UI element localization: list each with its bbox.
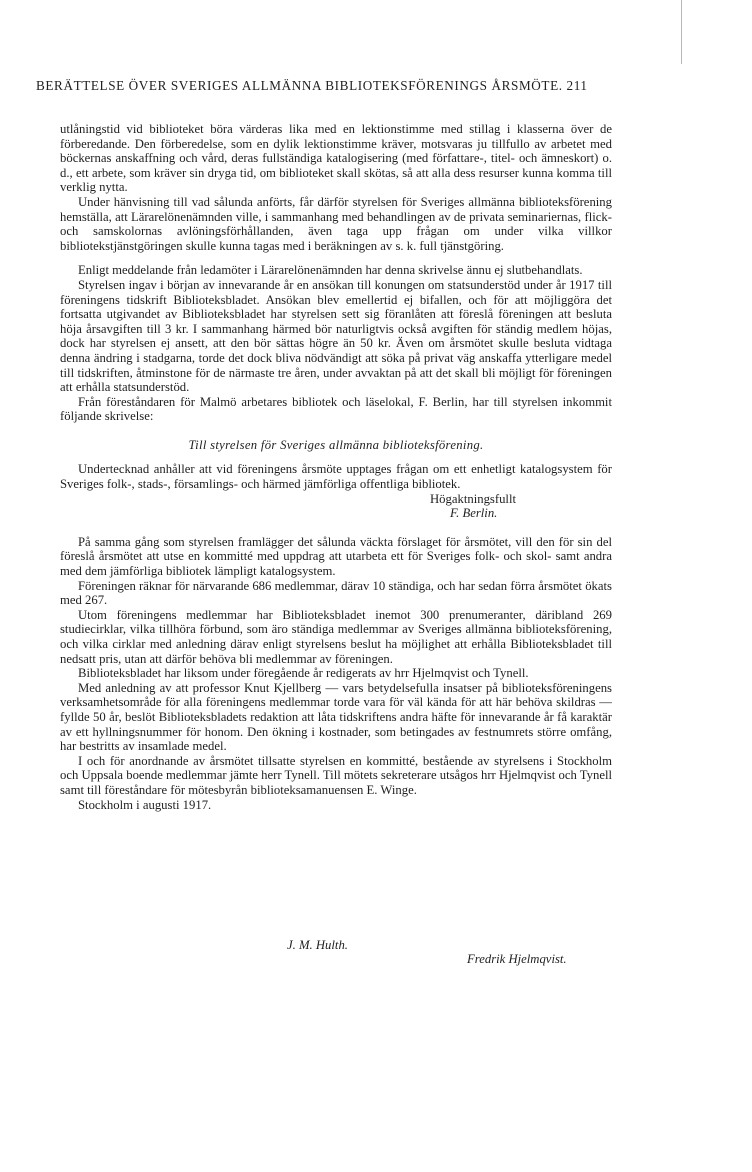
letter-signature: F. Berlin. [450, 506, 498, 521]
signature-hjelmqvist: Fredrik Hjelmqvist. [467, 952, 567, 966]
signature-hulth: J. M. Hulth. [287, 938, 348, 952]
paragraph: Föreningen räknar för närvarande 686 medlemmar, därav 10 ständiga, och har sedan förra årsmötet ökats med 267. [60, 578, 612, 608]
paragraph: Utom föreningens medlemmar har Biblioteksbladet inemot 300 prenumeranter, däribland 269 studiecirklar, vilka tillhöra förbund, som äro ständiga medlemmar av Sveriges allmänna biblioteksförening, och vilka cirklar med anledning därav enligt styrelsens beslut ha möjlighet att erhålla Biblioteksbladet till nedsatt pris, utan att därför behöva bli medlemmar av föreningen. [60, 607, 612, 666]
letter-closing: Högaktningsfullt [430, 491, 516, 506]
letter-title: Till styrelsen för Sveriges allmänna biblioteksförening. [188, 437, 484, 452]
page-number: 211 [566, 78, 588, 93]
letter-body: Undertecknad anhåller att vid föreningens årsmöte upptages frågan om ett enhetligt katalogsystem för Sveriges folk-, stads-, församlings- och härmed jämförliga offentliga bibliotek. [60, 462, 612, 492]
paragraph: utlåningstid vid biblioteket böra värderas lika med en lektionstimme med stillag i klasserna över de förberedande. Den förberedelse, som en dylik lektionstimme kräver, motsvaras ju tillfullo av arbetet med böckernas anskaffning och vård, deras fullständiga katalogisering (med författare-, titel- och ämneskort) o. d., ett arbete, som kräver sin dryga tid, om biblioteket skall skötas, så att alla dess resurser kunna komma till verklig nytta. [60, 122, 612, 195]
paragraph: Enligt meddelande från ledamöter i Lärarelönenämnden har denna skrivelse ännu ej slutbehandlats. [78, 263, 583, 278]
running-header [36, 78, 616, 94]
paragraph: På samma gång som styrelsen framlägger det sålunda väckta förslaget för årsmötet, vill den för sin del föreslå årsmötet att utse en kommitté med uppdrag att utarbeta ett för Sveriges folk- och skol- samt andra med dem jämförliga bibliotek lämpligt katalogsystem. [60, 534, 612, 579]
paragraph: I och för anordnande av årsmötet tillsatte styrelsen en kommitté, bestående av styrelsens i Stockholm och Uppsala boende medlemmar jämte herr Tynell. Till mötets sekreterare utsågos hrr Hjelmqvist och Tynell samt till föreståndare för mötesbyrån biblioteksamanuensen E. Winge. [60, 753, 612, 797]
running-title: BERÄTTELSE ÖVER SVERIGES ALLMÄNNA BIBLIOTEKSFÖRENINGS ÅRSMÖTE. [36, 78, 563, 93]
date-line: Stockholm i augusti 1917. [78, 797, 212, 812]
paragraph: Biblioteksbladet har liksom under föregående år redigerats av hrr Hjelmqvist och Tynell. [78, 666, 529, 681]
paragraph: Från föreståndaren för Malmö arbetares bibliotek och läselokal, F. Berlin, har till styrelsen inkommit följande skrivelse: [60, 394, 612, 424]
paragraph: Under hänvisning till vad sålunda anförts, får därför styrelsen för Sveriges allmänna biblioteksförening hemställa, att Lärarelönenämnden ville, i sammanhang med behandlingen av de privata seminariernas, flick- och samskolornas avlöningsförhållanden, även taga upp frågan om under vilka villkor bibliotekstjänstgöringen skulle kunna tagas med i beräkningen av s. k. full tjänstgöring. [60, 194, 612, 253]
body-text [60, 122, 612, 812]
paragraph: Styrelsen ingav i början av innevarande år en ansökan till konungen om statsunderstöd under år 1917 till föreningens tidskrift Biblioteksbladet. Ansökan blev emellertid ej bifallen, och för att möjliggöra det fortsatta utgivandet av Biblioteksbladet har styrelsen sett sig föranlåten att föreslå föreningen att besluta höja årsavgiften till 3 kr. I sammanhang härmed bör naturligtvis också avgiften för ständig medlem höjas, dock har styrelsen ej ansett, att den bör sättas högre än 50 kr. Även om årsmötet skulle besluta vidtaga denna ändring i stadgarna, torde det dock bliva nödvändigt att söka på privat väg anskaffa ytterligare medel till tidskriften, åtminstone för de närmaste tre åren, under avvaktan på att det skall bli möjligt för föreningen att erhålla statsunderstöd. [60, 277, 612, 395]
paragraph: Med anledning av att professor Knut Kjellberg — vars betydelsefulla insatser på biblioteksföreningens verksamhetsområde för alla föreningens medlemmar torde vara för väl kända för att här behöva skildras — fyllde 50 år, beslöt Biblioteksbladets redaktion att låta tidskriftens andra häfte för innevarande år få karaktär av ett hyllningsnummer för honom. Den ökning i kostnader, som betingades av festnumrets större omfång, har bestritts av insamlade medel. [60, 680, 612, 754]
page-edge-mark [681, 0, 682, 64]
